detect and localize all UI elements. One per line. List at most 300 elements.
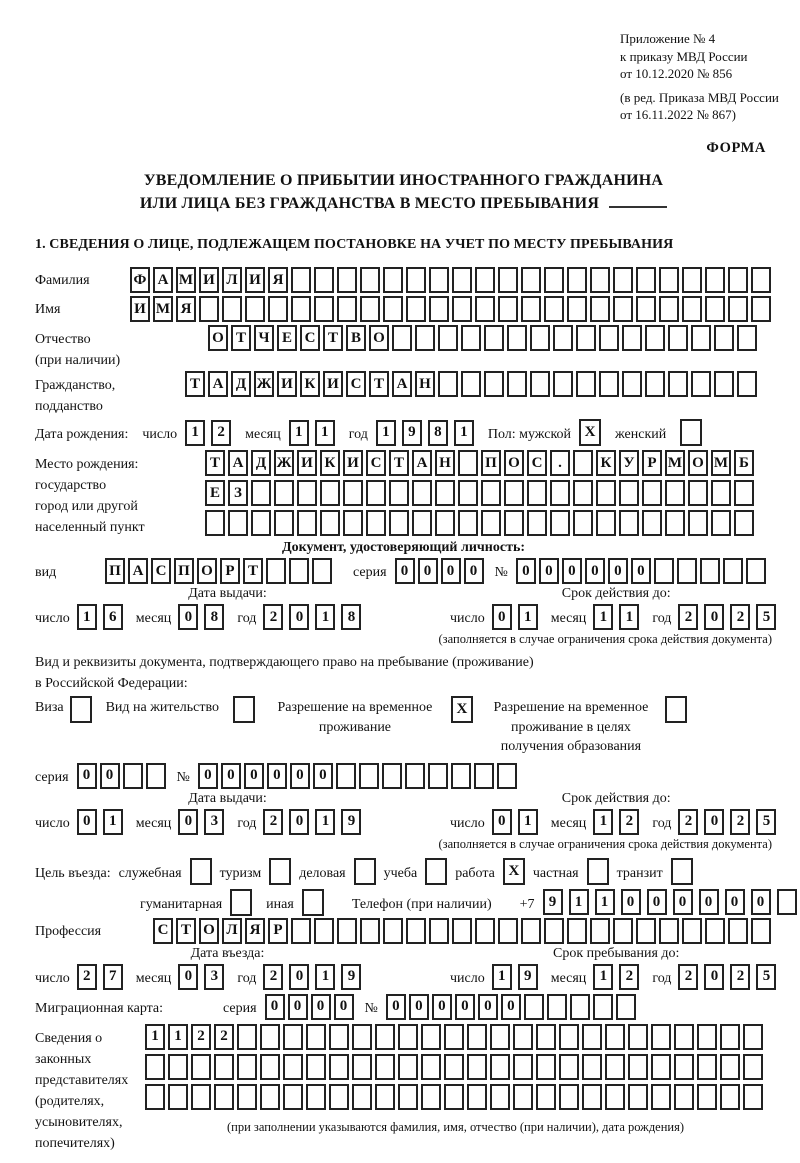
char-box[interactable] [251, 480, 271, 506]
char-box[interactable]: 0 [501, 994, 521, 1020]
resid-issue-year-input[interactable] [263, 809, 367, 835]
char-box[interactable] [622, 325, 642, 351]
char-box[interactable] [777, 889, 797, 915]
char-box[interactable]: 1 [518, 604, 538, 630]
char-box[interactable] [312, 558, 332, 584]
char-box[interactable]: 0 [516, 558, 536, 584]
char-box[interactable] [642, 480, 662, 506]
char-box[interactable] [405, 763, 425, 789]
char-box[interactable] [406, 296, 426, 322]
char-box[interactable] [682, 267, 702, 293]
char-box[interactable] [714, 371, 734, 397]
char-box[interactable] [697, 1024, 717, 1050]
char-box[interactable]: Я [245, 918, 265, 944]
char-box[interactable] [475, 267, 495, 293]
char-box[interactable] [435, 510, 455, 536]
char-box[interactable] [674, 1084, 694, 1110]
char-box[interactable] [599, 371, 619, 397]
char-box[interactable] [590, 267, 610, 293]
char-box[interactable]: 0 [704, 604, 724, 630]
char-box[interactable] [559, 1084, 579, 1110]
char-box[interactable] [567, 296, 587, 322]
char-box[interactable] [504, 480, 524, 506]
stay-month-input[interactable] [593, 964, 645, 990]
char-box[interactable] [651, 1054, 671, 1080]
char-box[interactable] [527, 510, 547, 536]
char-box[interactable]: 1 [569, 889, 589, 915]
checkbox-cell[interactable] [70, 696, 92, 723]
citizenship-input[interactable] [185, 371, 760, 397]
char-box[interactable] [306, 1024, 326, 1050]
char-box[interactable] [682, 918, 702, 944]
char-box[interactable] [389, 480, 409, 506]
char-box[interactable] [237, 1084, 257, 1110]
char-box[interactable] [688, 510, 708, 536]
birth-place-input-row3[interactable] [205, 510, 757, 536]
char-box[interactable] [668, 371, 688, 397]
char-box[interactable]: А [128, 558, 148, 584]
char-box[interactable] [622, 371, 642, 397]
doc-valid-day-input[interactable] [492, 604, 544, 630]
char-box[interactable]: Б [734, 450, 754, 476]
char-box[interactable] [530, 371, 550, 397]
char-box[interactable] [691, 325, 711, 351]
char-box[interactable] [360, 296, 380, 322]
resid-issue-month-input[interactable] [178, 809, 230, 835]
char-box[interactable] [406, 918, 426, 944]
entry-day-input[interactable] [77, 964, 129, 990]
char-box[interactable] [573, 510, 593, 536]
char-box[interactable]: 1 [593, 604, 613, 630]
char-box[interactable]: Р [220, 558, 240, 584]
char-box[interactable] [199, 296, 219, 322]
char-box[interactable] [743, 1084, 763, 1110]
char-box[interactable] [452, 296, 472, 322]
char-box[interactable] [544, 296, 564, 322]
char-box[interactable]: 3 [204, 809, 224, 835]
char-box[interactable] [642, 510, 662, 536]
char-box[interactable] [628, 1084, 648, 1110]
char-box[interactable]: 0 [704, 964, 724, 990]
char-box[interactable] [616, 994, 636, 1020]
char-box[interactable] [576, 371, 596, 397]
checkbox-cell[interactable] [680, 419, 702, 446]
char-box[interactable] [590, 918, 610, 944]
char-box[interactable]: З [228, 480, 248, 506]
char-box[interactable] [737, 371, 757, 397]
char-box[interactable] [751, 267, 771, 293]
char-box[interactable] [746, 558, 766, 584]
char-box[interactable] [452, 918, 472, 944]
char-box[interactable]: М [665, 450, 685, 476]
mig-series-input[interactable] [265, 994, 357, 1020]
char-box[interactable]: 2 [678, 964, 698, 990]
char-box[interactable]: 2 [263, 604, 283, 630]
char-box[interactable] [728, 296, 748, 322]
char-box[interactable] [513, 1084, 533, 1110]
char-box[interactable] [438, 371, 458, 397]
char-box[interactable]: 0 [386, 994, 406, 1020]
char-box[interactable]: 2 [678, 809, 698, 835]
char-box[interactable] [628, 1024, 648, 1050]
char-box[interactable]: С [151, 558, 171, 584]
char-box[interactable]: 9 [518, 964, 538, 990]
char-box[interactable] [415, 325, 435, 351]
char-box[interactable]: О [369, 325, 389, 351]
char-box[interactable] [461, 371, 481, 397]
char-box[interactable] [674, 1054, 694, 1080]
char-box[interactable] [547, 994, 567, 1020]
char-box[interactable] [582, 1024, 602, 1050]
char-box[interactable] [728, 267, 748, 293]
char-box[interactable]: 9 [341, 964, 361, 990]
char-box[interactable]: 5 [756, 964, 776, 990]
char-box[interactable]: 0 [631, 558, 651, 584]
char-box[interactable]: 0 [288, 994, 308, 1020]
char-box[interactable]: 0 [178, 604, 198, 630]
char-box[interactable] [274, 510, 294, 536]
char-box[interactable] [507, 371, 527, 397]
char-box[interactable]: 1 [185, 420, 205, 446]
char-box[interactable]: 1 [289, 420, 309, 446]
legal-input-row2[interactable] [145, 1054, 766, 1080]
char-box[interactable] [475, 918, 495, 944]
char-box[interactable]: К [596, 450, 616, 476]
char-box[interactable] [490, 1024, 510, 1050]
sex-male-checkbox[interactable] [579, 419, 601, 446]
char-box[interactable]: Т [369, 371, 389, 397]
surname-input[interactable] [130, 267, 774, 293]
char-box[interactable] [237, 1024, 257, 1050]
char-box[interactable]: 0 [77, 763, 97, 789]
char-box[interactable]: 0 [198, 763, 218, 789]
checkbox-cell[interactable] [230, 889, 252, 916]
char-box[interactable] [343, 480, 363, 506]
char-box[interactable] [222, 296, 242, 322]
char-box[interactable] [619, 480, 639, 506]
char-box[interactable]: О [199, 918, 219, 944]
char-box[interactable] [475, 296, 495, 322]
birth-day-input[interactable] [185, 420, 237, 446]
purpose-private-checkbox[interactable] [587, 858, 609, 885]
char-box[interactable] [527, 480, 547, 506]
char-box[interactable] [484, 325, 504, 351]
char-box[interactable] [605, 1084, 625, 1110]
char-box[interactable]: Т [243, 558, 263, 584]
char-box[interactable] [599, 325, 619, 351]
purpose-other-checkbox[interactable] [302, 889, 324, 916]
char-box[interactable] [734, 480, 754, 506]
char-box[interactable]: И [297, 450, 317, 476]
char-box[interactable]: 8 [341, 604, 361, 630]
char-box[interactable]: Т [176, 918, 196, 944]
char-box[interactable]: Т [205, 450, 225, 476]
char-box[interactable] [567, 918, 587, 944]
doc-number-input[interactable] [516, 558, 769, 584]
char-box[interactable] [654, 558, 674, 584]
char-box[interactable]: 9 [341, 809, 361, 835]
char-box[interactable]: 5 [756, 604, 776, 630]
checkbox-cell[interactable] [425, 858, 447, 885]
char-box[interactable] [674, 1024, 694, 1050]
checkbox-cell[interactable] [671, 858, 693, 885]
checkbox-cell[interactable] [233, 696, 255, 723]
char-box[interactable]: 0 [441, 558, 461, 584]
char-box[interactable]: 2 [263, 964, 283, 990]
char-box[interactable]: К [300, 371, 320, 397]
char-box[interactable] [452, 267, 472, 293]
char-box[interactable] [504, 510, 524, 536]
char-box[interactable] [435, 480, 455, 506]
char-box[interactable] [451, 763, 471, 789]
char-box[interactable]: 0 [289, 809, 309, 835]
char-box[interactable] [398, 1054, 418, 1080]
char-box[interactable]: А [208, 371, 228, 397]
purpose-study-checkbox[interactable] [425, 858, 447, 885]
char-box[interactable]: Д [251, 450, 271, 476]
char-box[interactable]: 2 [191, 1024, 211, 1050]
char-box[interactable] [428, 763, 448, 789]
char-box[interactable] [521, 918, 541, 944]
char-box[interactable] [467, 1054, 487, 1080]
char-box[interactable] [291, 918, 311, 944]
char-box[interactable] [513, 1024, 533, 1050]
purpose-business-checkbox[interactable] [354, 858, 376, 885]
char-box[interactable] [613, 267, 633, 293]
char-box[interactable]: П [481, 450, 501, 476]
char-box[interactable] [582, 1084, 602, 1110]
char-box[interactable] [429, 267, 449, 293]
char-box[interactable]: Т [389, 450, 409, 476]
char-box[interactable]: 0 [492, 809, 512, 835]
char-box[interactable]: Ж [274, 450, 294, 476]
char-box[interactable]: 0 [585, 558, 605, 584]
char-box[interactable] [214, 1084, 234, 1110]
char-box[interactable]: Л [222, 267, 242, 293]
char-box[interactable] [720, 1024, 740, 1050]
char-box[interactable]: 1 [315, 604, 335, 630]
char-box[interactable]: И [199, 267, 219, 293]
char-box[interactable] [705, 296, 725, 322]
purpose-official-checkbox[interactable] [190, 858, 212, 885]
char-box[interactable] [205, 510, 225, 536]
char-box[interactable] [320, 510, 340, 536]
char-box[interactable] [593, 994, 613, 1020]
char-box[interactable]: 0 [432, 994, 452, 1020]
char-box[interactable]: 0 [311, 994, 331, 1020]
char-box[interactable]: 1 [168, 1024, 188, 1050]
residence-permit-checkbox[interactable] [233, 696, 255, 723]
char-box[interactable] [444, 1024, 464, 1050]
char-box[interactable] [645, 325, 665, 351]
char-box[interactable] [550, 510, 570, 536]
char-box[interactable] [438, 325, 458, 351]
char-box[interactable] [260, 1024, 280, 1050]
char-box[interactable] [360, 267, 380, 293]
checkbox-cell[interactable] [269, 858, 291, 885]
char-box[interactable]: О [688, 450, 708, 476]
char-box[interactable] [497, 763, 517, 789]
char-box[interactable] [490, 1084, 510, 1110]
char-box[interactable] [314, 918, 334, 944]
char-box[interactable]: Л [222, 918, 242, 944]
char-box[interactable]: 0 [267, 763, 287, 789]
char-box[interactable]: 0 [751, 889, 771, 915]
char-box[interactable] [429, 918, 449, 944]
char-box[interactable]: 1 [77, 604, 97, 630]
char-box[interactable] [613, 918, 633, 944]
doc-type-input[interactable] [105, 558, 335, 584]
char-box[interactable]: 9 [402, 420, 422, 446]
char-box[interactable]: 0 [334, 994, 354, 1020]
char-box[interactable] [366, 480, 386, 506]
char-box[interactable]: К [320, 450, 340, 476]
char-box[interactable]: В [346, 325, 366, 351]
char-box[interactable] [691, 371, 711, 397]
char-box[interactable] [751, 296, 771, 322]
char-box[interactable]: 1 [492, 964, 512, 990]
char-box[interactable]: У [619, 450, 639, 476]
char-box[interactable] [383, 296, 403, 322]
char-box[interactable]: 5 [756, 809, 776, 835]
char-box[interactable]: 2 [77, 964, 97, 990]
char-box[interactable] [659, 296, 679, 322]
checkbox-cell[interactable]: X [503, 858, 525, 885]
char-box[interactable] [383, 267, 403, 293]
char-box[interactable] [553, 371, 573, 397]
char-box[interactable] [336, 763, 356, 789]
char-box[interactable] [329, 1024, 349, 1050]
char-box[interactable] [458, 480, 478, 506]
char-box[interactable]: 1 [518, 809, 538, 835]
char-box[interactable] [375, 1024, 395, 1050]
char-box[interactable] [412, 480, 432, 506]
char-box[interactable] [382, 763, 402, 789]
char-box[interactable]: 1 [315, 964, 335, 990]
entry-month-input[interactable] [178, 964, 230, 990]
char-box[interactable] [700, 558, 720, 584]
char-box[interactable] [444, 1084, 464, 1110]
purpose-humanitarian-checkbox[interactable] [230, 889, 252, 916]
patronymic-input[interactable] [208, 325, 760, 351]
char-box[interactable]: 0 [100, 763, 120, 789]
char-box[interactable]: 2 [263, 809, 283, 835]
char-box[interactable]: 1 [315, 420, 335, 446]
char-box[interactable] [651, 1024, 671, 1050]
char-box[interactable] [343, 510, 363, 536]
char-box[interactable] [352, 1084, 372, 1110]
char-box[interactable] [337, 296, 357, 322]
char-box[interactable]: 2 [730, 809, 750, 835]
char-box[interactable] [306, 1054, 326, 1080]
char-box[interactable]: Я [268, 267, 288, 293]
char-box[interactable] [596, 510, 616, 536]
char-box[interactable] [421, 1054, 441, 1080]
char-box[interactable]: 0 [608, 558, 628, 584]
sex-female-checkbox[interactable] [680, 419, 702, 446]
char-box[interactable]: И [245, 267, 265, 293]
char-box[interactable] [573, 480, 593, 506]
char-box[interactable] [297, 480, 317, 506]
char-box[interactable]: 2 [214, 1024, 234, 1050]
char-box[interactable] [389, 510, 409, 536]
char-box[interactable] [260, 1084, 280, 1110]
char-box[interactable] [314, 296, 334, 322]
char-box[interactable]: . [550, 450, 570, 476]
char-box[interactable]: М [711, 450, 731, 476]
doc-issue-month-input[interactable] [178, 604, 230, 630]
char-box[interactable]: П [105, 558, 125, 584]
char-box[interactable]: 0 [562, 558, 582, 584]
char-box[interactable]: 9 [543, 889, 563, 915]
char-box[interactable] [659, 267, 679, 293]
char-box[interactable] [677, 558, 697, 584]
profession-input[interactable] [153, 918, 774, 944]
char-box[interactable] [619, 510, 639, 536]
resid-valid-day-input[interactable] [492, 809, 544, 835]
checkbox-cell[interactable] [302, 889, 324, 916]
char-box[interactable] [636, 296, 656, 322]
char-box[interactable] [567, 267, 587, 293]
char-box[interactable] [191, 1054, 211, 1080]
char-box[interactable]: Ж [254, 371, 274, 397]
char-box[interactable]: А [392, 371, 412, 397]
char-box[interactable] [375, 1084, 395, 1110]
char-box[interactable] [352, 1054, 372, 1080]
char-box[interactable]: О [208, 325, 228, 351]
char-box[interactable] [283, 1024, 303, 1050]
checkbox-cell[interactable]: X [451, 696, 473, 723]
char-box[interactable]: 0 [725, 889, 745, 915]
char-box[interactable] [714, 325, 734, 351]
char-box[interactable] [375, 1054, 395, 1080]
char-box[interactable]: С [300, 325, 320, 351]
char-box[interactable] [168, 1084, 188, 1110]
char-box[interactable] [513, 1054, 533, 1080]
mig-number-input[interactable] [386, 994, 639, 1020]
char-box[interactable] [329, 1054, 349, 1080]
legal-input-row1[interactable] [145, 1024, 766, 1050]
char-box[interactable] [507, 325, 527, 351]
char-box[interactable] [268, 296, 288, 322]
char-box[interactable]: А [228, 450, 248, 476]
char-box[interactable]: 2 [211, 420, 231, 446]
char-box[interactable] [697, 1084, 717, 1110]
doc-issue-day-input[interactable] [77, 604, 129, 630]
char-box[interactable] [274, 480, 294, 506]
char-box[interactable] [484, 371, 504, 397]
char-box[interactable]: 0 [621, 889, 641, 915]
rvp-education-checkbox[interactable] [665, 696, 687, 723]
char-box[interactable] [582, 1054, 602, 1080]
checkbox-cell[interactable] [354, 858, 376, 885]
checkbox-cell[interactable]: X [579, 419, 601, 446]
char-box[interactable] [688, 480, 708, 506]
char-box[interactable] [559, 1054, 579, 1080]
char-box[interactable] [123, 763, 143, 789]
char-box[interactable]: Ф [130, 267, 150, 293]
char-box[interactable]: 7 [103, 964, 123, 990]
char-box[interactable]: 0 [313, 763, 333, 789]
char-box[interactable]: 0 [290, 763, 310, 789]
char-box[interactable] [412, 510, 432, 536]
char-box[interactable]: Р [642, 450, 662, 476]
char-box[interactable] [628, 1054, 648, 1080]
char-box[interactable] [743, 1054, 763, 1080]
char-box[interactable] [536, 1024, 556, 1050]
char-box[interactable] [668, 325, 688, 351]
purpose-work-checkbox[interactable] [503, 858, 525, 885]
